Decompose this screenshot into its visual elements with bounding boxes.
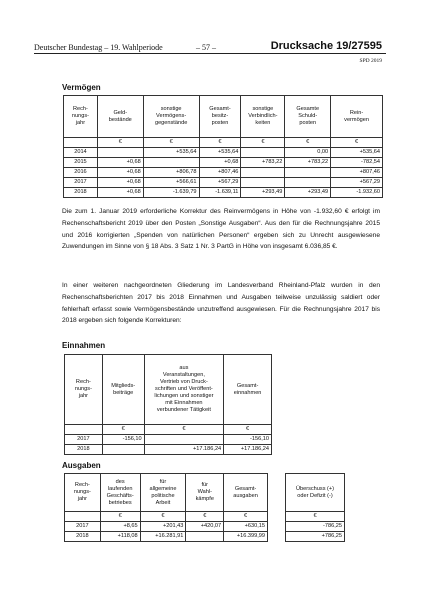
unit-cell: € <box>100 512 140 522</box>
cell: -1.639,11 <box>199 188 241 198</box>
cell: +806,78 <box>143 168 199 178</box>
surplus-table <box>285 473 345 542</box>
cell: +783,22 <box>241 158 285 168</box>
table-row <box>65 435 272 445</box>
paragraph-rheinland-pfalz: In einer weiteren nachgeordneten Gliederung im Landesverband Rheinland-Pfalz wurden in den Rechenschaftsberichten 2017 bis 2018 Einnahmen und Ausgaben teilweise unzulässig saldiert oder fehlerhaft erfasst sowie Vermögensbestände unzutreffend ausgewiesen. Für die Rechnungsjahre 2017 bis 2018 ergeben sich folgende Korrekturen: <box>62 282 380 325</box>
cell: +807,46 <box>331 168 383 178</box>
cell: 2018 <box>64 188 98 198</box>
cell: -156,10 <box>224 435 272 445</box>
cell: +0,68 <box>199 158 241 168</box>
cell <box>241 148 285 158</box>
col-header: des laufenden Geschäfts- betriebes <box>100 474 140 512</box>
cell: +293,49 <box>241 188 285 198</box>
unit-cell: € <box>199 138 241 148</box>
table-row <box>64 178 383 188</box>
cell: +201,43 <box>140 522 186 532</box>
vermoegen-title: Vermögen <box>62 83 101 92</box>
cell: 2015 <box>64 158 98 168</box>
cell <box>97 148 143 158</box>
table-row <box>64 168 383 178</box>
cell: -1.932,60 <box>331 188 383 198</box>
unit-cell <box>65 425 103 435</box>
table-row <box>64 188 383 198</box>
cell: +293,49 <box>285 188 331 198</box>
col-header: aus Veranstaltungen, Vertrieb von Druck- schriften und Veröffent- lichungen und sonstiger mit Einnahmen verbundener Tätigkeit <box>144 355 224 425</box>
table-row <box>65 532 268 542</box>
cell: +786,25 <box>286 532 345 542</box>
table-row <box>286 532 345 542</box>
unit-cell: € <box>241 138 285 148</box>
col-header: für Wahl- kämpfe <box>186 474 224 512</box>
col-header: Gesamt- ausgaben <box>224 474 268 512</box>
cell: -1.639,79 <box>143 188 199 198</box>
col-header: Mitglieds- beiträge <box>102 355 144 425</box>
cell: +630,15 <box>224 522 268 532</box>
paragraph-correction: Die zum 1. Januar 2019 erforderliche Korrektur des Reinvermögens in Höhe von -1.932,60 € erfolgt im Rechenschaftsbericht 2019 über den Posten „Sonstige Ausgaben“. Aus den für die Rechnungsjahre 2015 und 2016 korrigierten „Spenden von natürlichen Personen“ ergeben sich zu Unrecht ausgewiesene Zuwendungen im Sinne von § 18 Abs. 3 Satz 1 Nr. 3 PartG in Höhe von insgesamt 6.036,85 €. <box>62 208 380 251</box>
cell: +0,68 <box>97 188 143 198</box>
unit-cell: € <box>102 425 144 435</box>
col-header: Gesamt- einnahmen <box>224 355 272 425</box>
cell: +17.186,24 <box>224 445 272 455</box>
ausgaben-table <box>64 473 268 542</box>
cell: +783,22 <box>285 158 331 168</box>
cell: +0,68 <box>97 158 143 168</box>
cell: +535,64 <box>143 148 199 158</box>
einnahmen-table <box>64 354 272 455</box>
unit-cell: € <box>143 138 199 148</box>
cell: +535,64 <box>331 148 383 158</box>
cell: +567,29 <box>199 178 241 188</box>
unit-cell: € <box>286 512 345 522</box>
col-header: Gesamt- besitz- posten <box>199 96 241 138</box>
col-header: Rech- nungs- jahr <box>64 96 98 138</box>
cell: +8,65 <box>100 522 140 532</box>
cell: 2017 <box>64 178 98 188</box>
cell: +566,61 <box>143 178 199 188</box>
col-header: Rech- nungs- jahr <box>65 474 101 512</box>
cell: 2014 <box>64 148 98 158</box>
cell: +420,07 <box>186 522 224 532</box>
cell: +118,08 <box>100 532 140 542</box>
col-header: Rein- vermögen <box>331 96 383 138</box>
cell <box>102 445 144 455</box>
cell <box>285 178 331 188</box>
cell <box>241 168 285 178</box>
cell: +17.186,24 <box>144 445 224 455</box>
unit-cell: € <box>186 512 224 522</box>
table-row <box>64 158 383 168</box>
cell <box>186 532 224 542</box>
unit-cell: € <box>144 425 224 435</box>
cell: 0,00 <box>285 148 331 158</box>
cell <box>285 168 331 178</box>
vermoegen-table <box>63 95 383 198</box>
cell: 2016 <box>64 168 98 178</box>
cell: -156,10 <box>102 435 144 445</box>
cell: +535,64 <box>199 148 241 158</box>
col-header: Geld- bestände <box>97 96 143 138</box>
unit-cell: € <box>140 512 186 522</box>
page-number: – 57 – <box>196 43 216 52</box>
cell: +16.399,99 <box>224 532 268 542</box>
document-number: Drucksache 19/27595 <box>270 40 382 52</box>
col-header: sonstige Vermögens- gegenstände <box>143 96 199 138</box>
table-row <box>64 148 383 158</box>
cell: 2017 <box>65 522 101 532</box>
cell: 2018 <box>65 532 101 542</box>
unit-cell: € <box>331 138 383 148</box>
col-header: Überschuss (+) oder Defizit (-) <box>286 474 345 512</box>
unit-cell <box>65 512 101 522</box>
ausgaben-title: Ausgaben <box>62 461 101 470</box>
einnahmen-title: Einnahmen <box>62 341 106 350</box>
cell: 2018 <box>65 445 103 455</box>
cell: -782,54 <box>331 158 383 168</box>
cell: +807,46 <box>199 168 241 178</box>
cell: 2017 <box>65 435 103 445</box>
col-header: Rech- nungs- jahr <box>65 355 103 425</box>
cell: +0,68 <box>97 168 143 178</box>
header-rule <box>34 53 386 54</box>
unit-cell: € <box>97 138 143 148</box>
header-sub: SPD 2019 <box>359 58 382 64</box>
cell: +567,29 <box>331 178 383 188</box>
table-row <box>65 522 268 532</box>
cell: +16.281,91 <box>140 532 186 542</box>
cell <box>143 158 199 168</box>
cell: +0,68 <box>97 178 143 188</box>
unit-cell <box>64 138 98 148</box>
cell <box>144 435 224 445</box>
col-header: für allgemeine politische Arbeit <box>140 474 186 512</box>
table-row <box>286 522 345 532</box>
header-left: Deutscher Bundestag – 19. Wahlperiode <box>34 43 163 52</box>
unit-cell: € <box>224 512 268 522</box>
unit-cell: € <box>285 138 331 148</box>
col-header: Gesamte Schuld- posten <box>285 96 331 138</box>
col-header: sonstige Verbindlich- keiten <box>241 96 285 138</box>
cell <box>241 178 285 188</box>
table-row <box>65 445 272 455</box>
cell: -786,25 <box>286 522 345 532</box>
unit-cell: € <box>224 425 272 435</box>
